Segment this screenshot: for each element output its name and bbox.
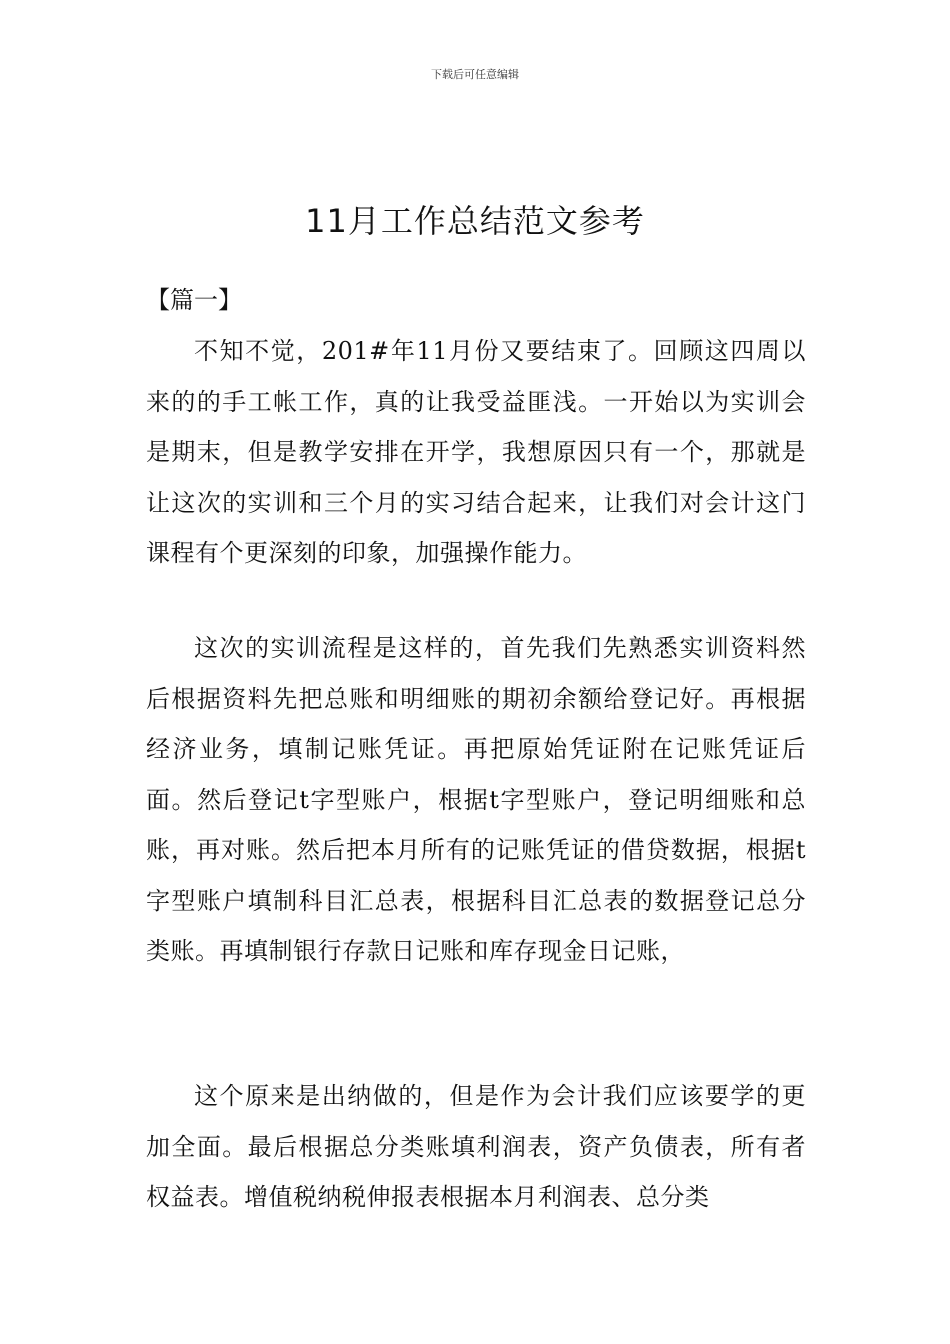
paragraph-2: 这次的实训流程是这样的，首先我们先熟悉实训资料然后根据资料先把总账和明细账的期初余额给登记好。再根据经济业务，填制记账凭证。再把原始凭证附在记账凭证后面。然后登记t字型账户，根据t字型账户，登记明细账和总账，再对账。然后把本月所有的记账凭证的借贷数据，根据t字型账户填制科目汇总表，根据科目汇总表的数据登记总分类账。再填制银行存款日记账和库存现金日记账， xyxy=(146,634,806,965)
page-header-note: 下载后可任意编辑 xyxy=(431,68,519,81)
section-label: 【篇一】 xyxy=(146,286,242,314)
paragraph-1: 不知不觉，201#年11月份又要结束了。回顾这四周以来的的手工帐工作，真的让我受益匪浅。一开始以为实训会是期末，但是教学安排在开学，我想原因只有一个，那就是让这次的实训和三个月的实习结合起来，让我们对会计这门课程有个更深刻的印象，加强操作能力。 xyxy=(146,337,806,567)
paragraph-3: 这个原来是出纳做的，但是作为会计我们应该要学的更加全面。最后根据总分类账填利润表，资产负债表，所有者权益表。增值税纳税伸报表根据本月利润表、总分类 xyxy=(146,1082,806,1211)
document-title: 11月工作总结范文参考 xyxy=(305,202,645,241)
